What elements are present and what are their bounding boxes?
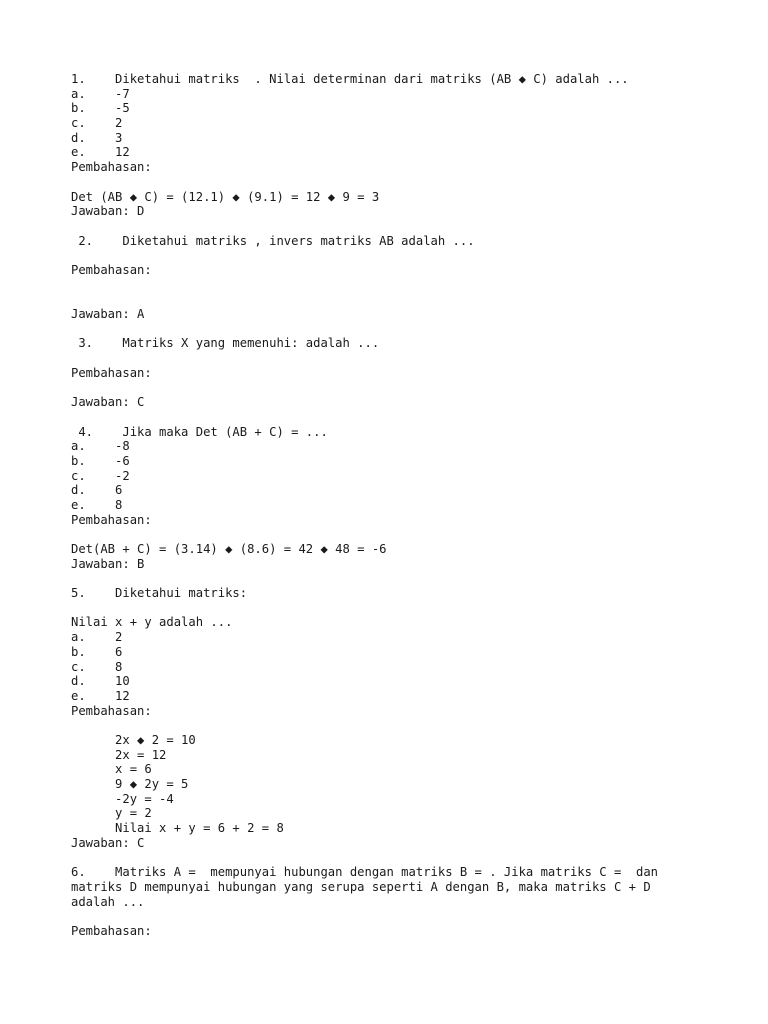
text-line: 2x = 12 [71, 747, 167, 762]
text-line: matriks D mempunyai hubungan yang serupa seperti A dengan B, maka matriks C + D [71, 879, 651, 894]
text-line: Nilai x + y adalah ... [71, 615, 233, 630]
text-line [71, 571, 751, 586]
text-line: b. 6 [71, 644, 123, 659]
text-line [71, 219, 751, 234]
text-line [71, 278, 751, 293]
text-line: d. 6 [71, 483, 123, 498]
text-line: d. 10 [71, 674, 130, 689]
text-line [71, 351, 751, 366]
text-line: e. 12 [71, 145, 130, 160]
text-line: Pembahasan: [71, 512, 152, 527]
text-line: Pembahasan: [71, 160, 152, 175]
text-line: Jawaban: A [71, 307, 145, 321]
text-line [71, 175, 751, 190]
text-line: Jawaban: C [71, 835, 145, 850]
text-line [71, 527, 751, 542]
text-line [71, 909, 751, 924]
text-line: c. 8 [71, 659, 123, 674]
text-line: 5. Diketahui matriks: [71, 586, 248, 601]
text-line [71, 248, 751, 263]
text-line: Jawaban: C [71, 395, 145, 410]
text-line: 6. Matriks A = mempunyai hubungan dengan matriks B = . Jika matriks C = dan [71, 865, 658, 880]
text-line: 4. Jika maka Det (AB + C) = ... [71, 424, 328, 439]
text-line: d. 3 [71, 130, 123, 145]
text-line [71, 292, 751, 307]
text-line: a. -8 [71, 439, 130, 454]
text-line [71, 380, 751, 395]
text-line [71, 410, 751, 425]
text-line: b. -5 [71, 101, 130, 116]
text-line: Nilai x + y = 6 + 2 = 8 [71, 821, 284, 836]
text-line: 2. Diketahui matriks , invers matriks AB adalah ... [71, 233, 475, 248]
text-line: e. 12 [71, 688, 130, 703]
text-line: c. -2 [71, 468, 130, 483]
text-line: e. 8 [71, 497, 123, 512]
text-line: Jawaban: B [71, 556, 145, 571]
text-line: c. 2 [71, 116, 123, 131]
text-line: Det (AB ◆ C) = (12.1) ◆ (9.1) = 12 ◆ 9 = 3 [71, 189, 380, 204]
text-line: 9 ◆ 2y = 5 [71, 777, 189, 791]
text-line: x = 6 [71, 762, 152, 777]
text-line: a. 2 [71, 630, 123, 645]
document-body [71, 72, 751, 939]
text-line [71, 601, 751, 616]
text-line: adalah ... [71, 894, 145, 909]
text-line: Pembahasan: [71, 923, 152, 938]
text-line: a. -7 [71, 86, 130, 101]
text-line: 1. Diketahui matriks . Nilai determinan dari matriks (AB ◆ C) adalah ... [71, 72, 629, 86]
text-line: Pembahasan: [71, 365, 152, 380]
text-line: -2y = -4 [71, 791, 174, 806]
text-line: 3. Matriks X yang memenuhi: adalah ... [71, 336, 380, 351]
text-line: Pembahasan: [71, 262, 152, 277]
text-line [71, 322, 751, 337]
text-line [71, 718, 751, 733]
text-line: y = 2 [71, 806, 152, 821]
text-line: b. -6 [71, 453, 130, 468]
text-line: Pembahasan: [71, 703, 152, 718]
text-line: Jawaban: D [71, 204, 145, 219]
text-line: 2x ◆ 2 = 10 [71, 732, 196, 747]
text-line: Det(AB + C) = (3.14) ◆ (8.6) = 42 ◆ 48 = -6 [71, 542, 387, 556]
text-line [71, 850, 751, 865]
